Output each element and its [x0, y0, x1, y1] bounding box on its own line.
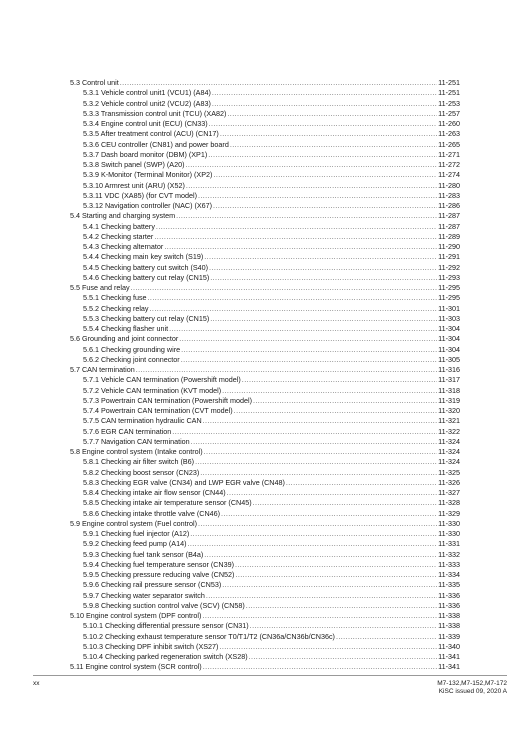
- dot-leader: [203, 416, 437, 426]
- toc-entry-page: 11-316: [438, 365, 460, 374]
- toc-entry-title: 5.8 Engine control system (Intake control): [70, 447, 203, 456]
- dot-leader: [154, 232, 437, 242]
- toc-entry-page: 11-319: [438, 395, 460, 405]
- toc-entry-page: 11-303: [438, 313, 460, 323]
- dot-leader: [181, 345, 437, 355]
- dot-leader: [186, 181, 437, 191]
- toc-entry-title: 5.3.5 After treatment control (ACU) (CN17): [83, 129, 219, 139]
- toc-subsection-entry[interactable]: [70, 550, 460, 560]
- toc-entry-title: 5.6 Grounding and joint connector: [70, 334, 179, 344]
- toc-entry-title: 5.4.3 Checking alternator: [83, 242, 164, 251]
- dot-leader: [204, 252, 437, 262]
- dot-leader: [227, 488, 438, 498]
- toc-entry-title: 5.10.3 Checking DPF inhibit switch (XS27): [83, 641, 219, 651]
- toc-entry-page: 11-336: [438, 590, 460, 600]
- toc-subsection-entry[interactable]: [70, 201, 460, 211]
- toc-entry-page: 11-291: [438, 252, 460, 262]
- toc-entry-title: 5.4.6 Checking battery cut relay (CN15): [83, 272, 210, 282]
- toc-subsection-entry[interactable]: [70, 109, 460, 119]
- dot-leader: [176, 211, 437, 221]
- dot-leader: [249, 652, 438, 662]
- dot-leader: [213, 170, 437, 180]
- toc-subsection-entry[interactable]: [70, 181, 460, 191]
- toc-entry-title: 5.3.3 Transmission control unit (TCU) (XA82): [83, 108, 227, 118]
- toc-entry-page: 11-274: [438, 170, 460, 180]
- toc-entry-page: 11-318: [438, 385, 460, 395]
- dot-leader: [200, 468, 437, 478]
- toc-entry-title: 5.4 Starting and charging system: [70, 211, 176, 221]
- toc-entry-title: 5.9 Engine control system (Fuel control): [70, 518, 198, 528]
- toc-entry-page: 11-336: [438, 600, 460, 610]
- toc-entry-title: 5.10.1 Checking differential pressure sensor (CN31): [83, 621, 249, 631]
- footer-divider: [33, 675, 507, 676]
- toc-entry-title: 5.3.6 CEU controller (CN81) and power board: [83, 139, 229, 149]
- toc-subsection-entry[interactable]: [70, 642, 460, 652]
- dot-leader: [209, 263, 437, 273]
- dot-leader: [179, 334, 437, 344]
- toc-entry-title: 5.4.5 Checking battery cut switch (S40): [83, 262, 209, 272]
- toc-subsection-entry[interactable]: [70, 99, 460, 109]
- toc-subsection-entry[interactable]: [70, 160, 460, 170]
- toc-subsection-entry[interactable]: [70, 580, 460, 590]
- dot-leader: [185, 160, 437, 170]
- toc-entry-page: 11-265: [438, 139, 460, 149]
- toc-subsection-entry[interactable]: [70, 539, 460, 549]
- toc-entry-page: 11-321: [438, 416, 460, 426]
- dot-leader: [203, 662, 437, 672]
- dot-leader: [204, 550, 437, 560]
- dot-leader: [253, 498, 438, 508]
- dot-leader: [213, 201, 437, 211]
- dot-leader: [150, 304, 438, 314]
- dot-leader: [286, 478, 437, 488]
- toc-entry-page: 11-332: [438, 549, 460, 559]
- dot-leader: [156, 222, 437, 232]
- toc-entry-title: 5.7 CAN termination: [70, 365, 135, 374]
- toc-entry-title: 5.8.3 Checking EGR valve (CN34) and LWP EGR valve (CN48): [83, 477, 285, 487]
- toc-entry-title: 5.7.5 CAN termination hydraulic CAN: [83, 416, 202, 426]
- dot-leader: [220, 129, 437, 139]
- toc-entry-title: 5.9.7 Checking water separator switch: [83, 590, 205, 600]
- toc-entry-page: 11-341: [438, 662, 460, 672]
- toc-subsection-entry[interactable]: [70, 529, 460, 539]
- toc-entry-page: 11-257: [438, 108, 460, 118]
- toc-entry-title: 5.6.2 Checking joint connector: [83, 354, 180, 364]
- toc-subsection-entry[interactable]: [70, 242, 460, 252]
- toc-entry-page: 11-334: [438, 570, 460, 579]
- toc-entry-title: 5.10.2 Checking exhaust temperature sensor T0/T1/T2 (CN36a/CN36b/CN36c): [83, 631, 335, 641]
- dot-leader: [235, 560, 437, 570]
- toc-entry-page: 11-293: [438, 272, 460, 282]
- toc-subsection-entry[interactable]: [70, 263, 460, 273]
- toc-subsection-entry[interactable]: [70, 129, 460, 139]
- toc-subsection-entry[interactable]: [70, 191, 460, 201]
- toc-subsection-entry[interactable]: [70, 560, 460, 570]
- toc-subsection-entry[interactable]: [70, 222, 460, 232]
- toc-entry-title: 5.9.5 Checking pressure reducing valve (CN52): [83, 570, 235, 579]
- dot-leader: [242, 375, 437, 385]
- dot-leader: [181, 355, 437, 365]
- toc-entry-page: 11-286: [438, 201, 460, 210]
- toc-subsection-entry[interactable]: [70, 170, 460, 180]
- toc-entry-page: 11-324: [438, 436, 460, 446]
- toc-subsection-entry[interactable]: [70, 293, 460, 303]
- dot-leader: [206, 591, 437, 601]
- toc-entry-page: 11-287: [438, 211, 460, 221]
- toc-entry-title: 5.9.8 Checking suction control valve (SCV) (CN58): [83, 600, 245, 610]
- toc-entry-page: 11-330: [438, 529, 460, 538]
- footer-info: [437, 680, 507, 696]
- toc-entry-title: 5.10.4 Checking parked regeneration switch (XS28): [83, 652, 248, 661]
- toc-section-entry[interactable]: [70, 283, 460, 293]
- toc-entry-title: 5.5.2 Checking relay: [83, 303, 149, 313]
- toc-subsection-entry[interactable]: [70, 427, 460, 437]
- toc-subsection-entry[interactable]: [70, 324, 460, 334]
- toc-subsection-entry[interactable]: [70, 468, 460, 478]
- toc-subsection-entry[interactable]: [70, 273, 460, 283]
- dot-leader: [212, 88, 437, 98]
- toc-subsection-entry[interactable]: [70, 488, 460, 498]
- toc-entry-title: 5.8.4 Checking intake air flow sensor (CN44): [83, 488, 226, 497]
- toc-section-entry[interactable]: [70, 211, 460, 221]
- toc-entry-page: 11-304: [438, 324, 460, 333]
- toc-section-entry[interactable]: [70, 662, 460, 672]
- toc-entry-page: 11-317: [438, 375, 460, 385]
- toc-entry-page: 11-271: [438, 149, 460, 159]
- toc-entry-page: 11-329: [438, 508, 460, 518]
- dot-leader: [208, 150, 437, 160]
- model-list: M7-132,M7-152,M7-172: [437, 680, 507, 687]
- toc-entry-title: 5.6.1 Checking grounding wire: [83, 344, 181, 354]
- toc-subsection-entry[interactable]: [70, 88, 460, 98]
- toc-entry-title: 5.3.2 Vehicle control unit2 (VCU2) (A83): [83, 98, 211, 108]
- toc-subsection-entry[interactable]: [70, 632, 460, 642]
- toc-entry-title: 5.3.1 Vehicle control unit1 (VCU1) (A84): [83, 88, 211, 98]
- toc-entry-title: 5.7.7 Navigation CAN termination: [83, 436, 190, 446]
- toc-entry-title: 5.3.7 Dash board monitor (DBM) (XP1): [83, 149, 208, 159]
- toc-entry-page: 11-335: [438, 580, 460, 590]
- toc-entry-page: 11-287: [438, 221, 460, 231]
- toc-subsection-entry[interactable]: [70, 621, 460, 631]
- toc-section-entry[interactable]: [70, 611, 460, 621]
- toc-entry-title: 5.3.10 Armrest unit (ARU) (X52): [83, 180, 185, 190]
- dot-leader: [234, 406, 437, 416]
- toc-entry-page: 11-330: [438, 518, 460, 528]
- toc-entry-page: 11-289: [438, 231, 460, 241]
- toc-entry-title: 5.8.1 Checking air filter switch (B6): [83, 457, 195, 467]
- toc-entry-page: 11-305: [438, 354, 460, 364]
- dot-leader: [195, 457, 437, 467]
- toc-entry-title: 5.4.2 Checking starter: [83, 231, 154, 241]
- toc-subsection-entry[interactable]: [70, 406, 460, 416]
- toc-section-entry[interactable]: [70, 78, 460, 88]
- dot-leader: [169, 324, 437, 334]
- dot-leader: [222, 386, 437, 396]
- toc-subsection-entry[interactable]: [70, 375, 460, 385]
- toc-entry-page: 11-340: [438, 641, 460, 651]
- toc-subsection-entry[interactable]: [70, 601, 460, 611]
- toc-entry-page: 11-304: [438, 344, 460, 354]
- toc-entry-page: 11-338: [438, 621, 460, 631]
- toc-entry-title: 5.3.12 Navigation controller (NAC) (X67): [83, 201, 213, 210]
- toc-entry-title: 5.8.5 Checking intake air temperature sensor (CN45): [83, 498, 252, 508]
- toc-entry-page: 11-324: [438, 447, 460, 456]
- toc-subsection-entry[interactable]: [70, 345, 460, 355]
- dot-leader: [227, 109, 437, 119]
- dot-leader: [219, 642, 437, 652]
- toc-section-entry[interactable]: [70, 334, 460, 344]
- toc-entry-title: 5.5.1 Checking fuse: [83, 293, 147, 303]
- dot-leader: [198, 519, 437, 529]
- toc-entry-page: 11-326: [438, 477, 460, 487]
- toc-subsection-entry[interactable]: [70, 591, 460, 601]
- toc-subsection-entry[interactable]: [70, 252, 460, 262]
- dot-leader: [148, 293, 438, 303]
- toc-entry-title: 5.3.8 Switch panel (SWP) (A20): [83, 160, 185, 169]
- toc-entry-title: 5.3.11 VDC (XA85) (for CVT model): [83, 190, 197, 200]
- toc-entry-page: 11-333: [438, 559, 460, 569]
- toc-entry-title: 5.3.9 K-Monitor (Terminal Monitor) (XP2): [83, 170, 213, 180]
- toc-entry-title: 5.9.2 Checking feed pump (A14): [83, 539, 187, 549]
- toc-entry-title: 5.8.6 Checking intake throttle valve (CN46): [83, 508, 221, 518]
- dot-leader: [209, 119, 438, 129]
- toc-entry-title: 5.11 Engine control system (SCR control): [70, 662, 202, 672]
- toc-entry-page: 11-328: [438, 498, 460, 508]
- dot-leader: [246, 601, 437, 611]
- toc-entry-title: 5.4.4 Checking main key switch (S19): [83, 252, 204, 262]
- toc-subsection-entry[interactable]: [70, 119, 460, 129]
- toc-subsection-entry[interactable]: [70, 457, 460, 467]
- toc-subsection-entry[interactable]: [70, 498, 460, 508]
- issue-note: KiSC issued 09, 2020 A: [438, 688, 507, 695]
- toc-entry-page: 11-341: [438, 652, 460, 661]
- toc-entry-title: 5.3 Control unit: [70, 78, 119, 87]
- toc-subsection-entry[interactable]: [70, 396, 460, 406]
- toc-entry-page: 11-325: [438, 467, 460, 477]
- toc-entry-page: 11-304: [438, 334, 460, 344]
- dot-leader: [204, 447, 438, 457]
- toc-subsection-entry[interactable]: [70, 150, 460, 160]
- dot-leader: [336, 632, 437, 642]
- dot-leader: [120, 78, 437, 88]
- toc-entry-page: 11-295: [438, 293, 460, 303]
- dot-leader: [253, 396, 437, 406]
- toc-section-entry[interactable]: [70, 365, 460, 375]
- toc-entry-page: 11-327: [438, 488, 460, 497]
- toc-entry-page: 11-322: [438, 426, 460, 436]
- toc-subsection-entry[interactable]: [70, 652, 460, 662]
- dot-leader: [198, 191, 437, 201]
- toc-subsection-entry[interactable]: [70, 437, 460, 447]
- toc-entry-title: 5.4.1 Checking battery: [83, 221, 155, 231]
- toc-entry-title: 5.7.4 Powertrain CAN termination (CVT model): [83, 406, 233, 415]
- toc-entry-title: 5.9.1 Checking fuel injector (A12): [83, 529, 190, 538]
- toc-entry-page: 11-301: [438, 303, 460, 313]
- toc-entry-page: 11-253: [438, 98, 460, 108]
- toc-entry-page: 11-295: [438, 283, 460, 292]
- toc-subsection-entry[interactable]: [70, 509, 460, 519]
- dot-leader: [136, 365, 437, 375]
- toc-entry-page: 11-280: [438, 180, 460, 190]
- dot-leader: [187, 539, 437, 549]
- toc-entry-page: 11-263: [438, 129, 460, 139]
- toc-subsection-entry[interactable]: [70, 314, 460, 324]
- toc-entry-page: 11-272: [438, 160, 460, 169]
- toc-subsection-entry[interactable]: [70, 355, 460, 365]
- toc-entry-page: 11-260: [438, 119, 460, 128]
- dot-leader: [250, 621, 437, 631]
- toc-entry-page: 11-251: [438, 78, 460, 87]
- toc-subsection-entry[interactable]: [70, 386, 460, 396]
- dot-leader: [222, 580, 437, 590]
- toc-entry-title: 5.5 Fuse and relay: [70, 283, 130, 292]
- dot-leader: [172, 427, 437, 437]
- dot-leader: [210, 273, 437, 283]
- toc-subsection-entry[interactable]: [70, 478, 460, 488]
- dot-leader: [230, 140, 437, 150]
- dot-leader: [131, 283, 438, 293]
- toc-entry-title: 5.7.6 EGR CAN termination: [83, 426, 172, 436]
- toc-entry-page: 11-339: [438, 631, 460, 641]
- toc-entry-title: 5.9.6 Checking rail pressure sensor (CN53): [83, 580, 222, 590]
- toc-entry-title: 5.5.3 Checking battery cut relay (CN15): [83, 313, 210, 323]
- toc-subsection-entry[interactable]: [70, 304, 460, 314]
- dot-leader: [210, 314, 437, 324]
- toc-entry-title: 5.7.2 Vehicle CAN termination (KVT model): [83, 385, 222, 395]
- toc-entry-title: 5.10 Engine control system (DPF control): [70, 611, 202, 620]
- dot-leader: [235, 570, 437, 580]
- toc-entry-page: 11-320: [438, 406, 460, 415]
- toc-entry-title: 5.9.3 Checking fuel tank sensor (B4a): [83, 549, 204, 559]
- toc-subsection-entry[interactable]: [70, 570, 460, 580]
- toc-subsection-entry[interactable]: [70, 232, 460, 242]
- toc-entry-title: 5.9.4 Checking fuel temperature sensor (CN39): [83, 559, 235, 569]
- toc-entry-title: 5.8.2 Checking boost sensor (CN23): [83, 467, 200, 477]
- toc-entry-title: 5.3.4 Engine control unit (ECU) (CN33): [83, 119, 208, 128]
- toc-entry-page: 11-251: [438, 88, 460, 98]
- toc-entry-page: 11-338: [438, 611, 460, 620]
- toc-entry-title: 5.7.3 Powertrain CAN termination (Powershift model): [83, 395, 252, 405]
- dot-leader: [202, 611, 437, 621]
- dot-leader: [212, 99, 437, 109]
- toc-entry-page: 11-324: [438, 457, 460, 467]
- toc-subsection-entry[interactable]: [70, 140, 460, 150]
- toc-entry-title: 5.7.1 Vehicle CAN termination (Powershift model): [83, 375, 241, 385]
- toc-entry-page: 11-292: [438, 262, 460, 272]
- toc-entry-page: 11-283: [438, 190, 460, 200]
- dot-leader: [164, 242, 437, 252]
- table-of-contents: [70, 78, 460, 673]
- toc-entry-page: 11-290: [438, 242, 460, 251]
- dot-leader: [190, 529, 437, 539]
- toc-entry-title: 5.5.4 Checking flasher unit: [83, 324, 169, 333]
- toc-section-entry[interactable]: [70, 447, 460, 457]
- dot-leader: [221, 509, 437, 519]
- page-number: xx: [33, 680, 40, 687]
- toc-subsection-entry[interactable]: [70, 416, 460, 426]
- toc-entry-page: 11-331: [438, 539, 460, 549]
- dot-leader: [191, 437, 437, 447]
- toc-section-entry[interactable]: [70, 519, 460, 529]
